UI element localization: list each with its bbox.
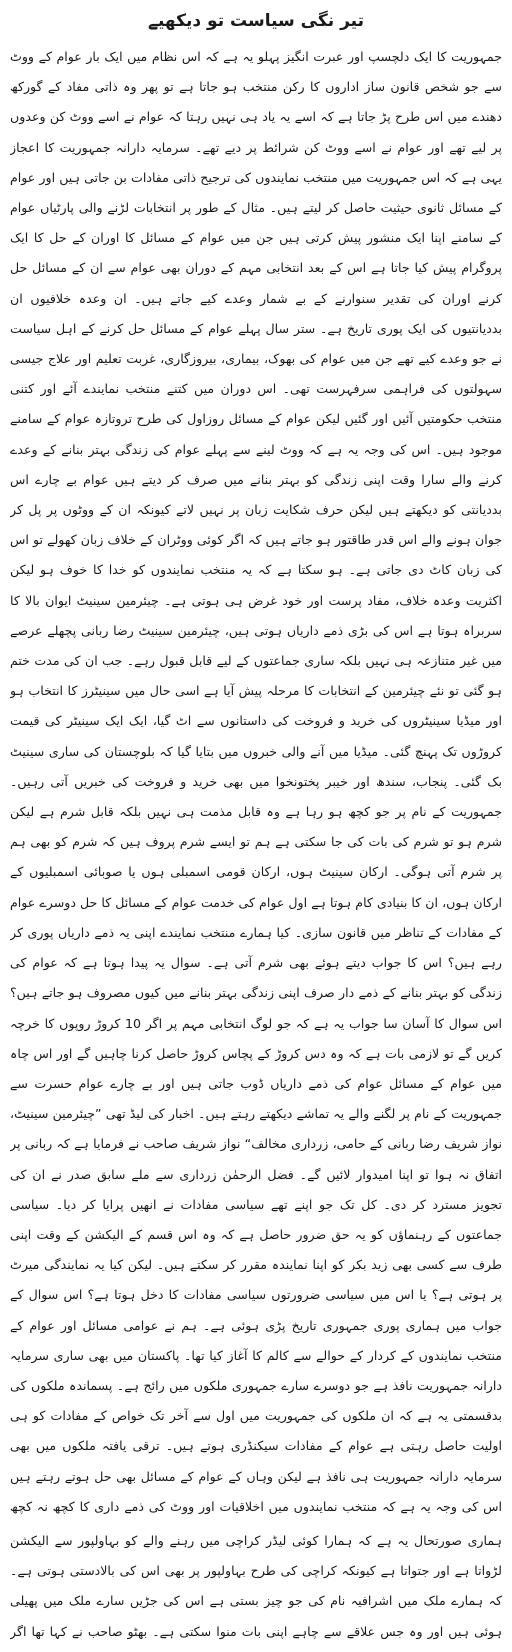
article-paragraph-main: جمہوریت کا ایک دلچسپ اور عبرت انگیز پہلو یہ ہے کہ اس نظام میں ایک بار عوام کے ووٹ سے جو شخص قانون ساز اداروں کا رکن منتخب ہو جاتا ہے تو پھر وہ ذاتی مفاد کے گورکھ دھندے میں اس طرح پڑ جاتا ہے کہ اسے یہ یاد ہی نہیں رہتا کہ عوام نے اسے ووٹ کن وعدوں پر لیے تھے اور عوام نے اسے ووٹ کن شرائط پر دیے تھے۔ سرمایہ دارانہ جمہوریت کا اعجاز یہی ہے کہ اس جمہوریت میں منتخب نمایندوں کی ترجیح ذاتی مفادات بن جاتی ہیں اور عوام کے مسائل ثانوی حیثیت حاصل کر لیتے ہیں۔ مثال کے طور پر انتخابات لڑنے والی پارٹیاں عوام کے سامنے اپنا ایک منشور پیش کرتی ہیں جن میں عوام کے مسائل کا اوران کے حل کا ایک پروگرام پیش کیا جاتا ہے اس کے بعد انتخابی مہم کے دوران بھی عوام سے ان کے مسائل حل کرنے اوران کی تقدیر سنوارنے کے بے شمار وعدے کیے جاتے ہیں۔ ان وعدہ خلافیوں ان بددیانتیوں کی ایک پوری تاریخ ہے۔ ستر سال پہلے عوام کے مسائل حل کرنے کے اہل سیاست نے جو وعدے کیے تھے جن میں عوام کی بھوک، بیماری، بیروزگاری، غربت تعلیم اور علاج جیسی سہولتوں کی فراہمی سرفہرست تھی۔ اس دوران میں کتنے منتخب نمایندے آئے اور کتنی منتخب حکومتیں آئیں اور گئیں لیکن عوام کے مسائل روزاول کی طرح تروتازہ عوام کے سامنے موجود ہیں۔ اس کی وجہ یہ ہے کہ ووٹ لینے سے پہلے عوام کی زندگی بہتر بنانے کے وعدے کرنے والے سارا وقت اپنی زندگی کو بہتر بنانے میں صرف کر دیتے ہیں عوام بے چارے اس بددیانتی کو دیکھتے ہیں لیکن حرف شکایت زبان پر نہیں لاتے کیونکہ ان کے ووٹوں پر پل کر جوان ہونے والے اس قدر طاقتور ہو جاتے ہیں کہ اگر کوئی ووٹران کے خلاف زبان کھولے تو اس کی زبان کاٹ دی جاتی ہے۔ ہو سکتا ہے کہ یہ منتخب نمایندوں کو خدا کا خوف ہو لیکن اکثریت وعدہ خلاف، مفاد پرست اور خود غرض ہی ہوتی ہے۔ چیئرمین سینیٹ ایوان بالا کا سربراہ ہوتا ہے اس کی بڑی ذمے داریاں ہوتی ہیں، چیئرمین سینیٹ رضا ربانی پچھلے عرصے میں غیر متنازعہ ہی نہیں بلکہ ساری جماعتوں کے لیے قابل قبول رہے۔ جب ان کی مدت ختم ہو گئی تو نئے چیئرمین کے انتخابات کا مرحلہ پیش آیا ہے اسی حال میں سینیٹرز کا انتخاب ہو اور میڈیا سینیٹروں کی خرید و فروخت کی داستانوں سے اٹ گیا، ایک ایک سینیٹر کی قیمت کروڑوں تک پہنچ گئی۔ میڈیا میں آنے والی خبروں میں بتایا گیا کہ بلوچستان کی ساری سینیٹ بک گئی۔ پنجاب، سندھ اور خیبر پختونخوا میں بھی خرید و فروخت کی خبریں آتی رہیں۔ جمہوریت کے نام پر جو کچھ ہو رہا ہے وہ قابل مذمت ہی نہیں بلکہ قابل شرم ہے لیکن شرم ہو تو شرم کی بات کی جا سکتی ہے ہم تو ایسے شرم پروف ہیں کہ شرم کو بھی ہم پر شرم آتی ہوگی۔ ارکان سینیٹ ہوں، ارکان قومی اسمبلی ہوں یا صوبائی اسمبلیوں کے ارکان ہوں، ان کا بنیادی کام ہوتا ہے اول عوام کی خدمت عوام کے مسائل کا حل دوسرے عوام کے مفادات کے تناظر میں قانون سازی۔ کیا ہمارے منتخب نمایندے اپنی یہ ذمے داریاں پوری کر رہے ہیں؟ اس کا جواب دیتے ہوئے بھی شرم آتی ہے۔ سوال یہ پیدا ہوتا ہے کہ عوام کی زندگی کو بہتر بنانے کے ذمے دار صرف اپنی زندگی بہتر بنانے میں کیوں مصروف ہو جاتے ہیں؟ اس سوال کا آسان سا جواب یہ ہے کہ جو لوگ انتخابی مہم پر اگر 10 کروڑ روپوں کا خرچہ کریں گے تو لازمی بات ہے کہ وہ دس کروڑ کے پچاس کروڑ حاصل کرنا چاہیں گے اور اس چاہ میں عوام کے مسائل عوام کی ذمے داریاں ڈوب جاتی ہیں اور بے چارے عوام حسرت سے جمہوریت کے نام پر لگنے والے یہ تماشے دیکھتے رہتے ہیں۔ اخبار کی لیڈ تھی ”چیئرمین سینیٹ، نواز شریف رضا ربانی کے حامی، زرداری مخالف“ نواز شریف صاحب نے فرمایا ہے کہ ربانی پر اتفاق نہ ہوا تو اپنا امیدوار لائیں گے۔ فضل الرحمٰن زرداری سے ملے سابق صدر نے ان کی تجویز مسترد کر دی۔ کل تک جو اپنے تھے سیاسی مفادات نے انھیں پرایا کر دیا۔ سیاسی جماعتوں کے رہنماؤں کو یہ حق ضرور حاصل ہے کہ وہ اس قسم کے الیکشن کے وقت اپنی طرف سے کسی بھی زید بکر کو اپنا نمایندہ مقرر کر سکتے ہیں۔ لیکن کیا یہ نمایندگی میرٹ پر ہوتی ہے؟ یا اس میں سیاسی ضرورتوں سیاسی مفادات کا دخل ہوتا ہے؟ اس سوال کے جواب میں ہماری پوری جمہوری تاریخ پڑی ہوئی ہے۔ ہم نے عوامی مسائل اور عوام کے منتخب نمایندوں کے کردار کے حوالے سے کالم کا آغاز کیا تھا۔ پاکستان میں بھی ساری سرمایہ دارانہ جمہوریت نافذ ہے جو دوسرے سارے جمہوری ملکوں میں رائج ہے۔ پسماندہ ملکوں کی بدقسمتی یہ ہے کہ ان ملکوں کی جمہوریت میں اول سے آخر تک خواص کے مفادات کو ہی اولیت حاصل رہتی ہے عوام کے مفادات سیکنڈری ہوتے ہیں۔ ترقی یافتہ ملکوں میں بھی سرمایہ دارانہ جمہوریت ہی نافذ ہے لیکن وہاں کے عوام کے مسائل بھی حل ہوتے رہتے ہیں اس کی وجہ یہ ہے کہ منتخب نمایندوں میں اخلاقیات اور ووٹ کی ذمے داری کا کچھ نہ کچھ xyxy=(10,49,502,1514)
article-paragraph-closing: ہماری صورتحال یہ ہے کہ ہمارا کوئی لیڈر کراچی میں رہنے والے کو بہاولپور سے الیکشن لڑواتا ہے اور جتواتا ہے کیونکہ کراچی کی طرح بہاولپور پر بھی اس کی بالادستی ہوتی ہے۔ کہ ہمارے ملک میں اشرافیہ نام کی جو چیز بستی ہے اس کی جڑیں سارے ملک میں پھیلی ہوئی ہیں اور وہ جس علاقے سے چاہے اپنی بات منوا سکتی ہے۔ بھٹو صاحب نے کہا تھا اگر xyxy=(10,1533,502,1639)
column-title: تیر نگی سیاست تو دیکھیے xyxy=(148,11,364,31)
